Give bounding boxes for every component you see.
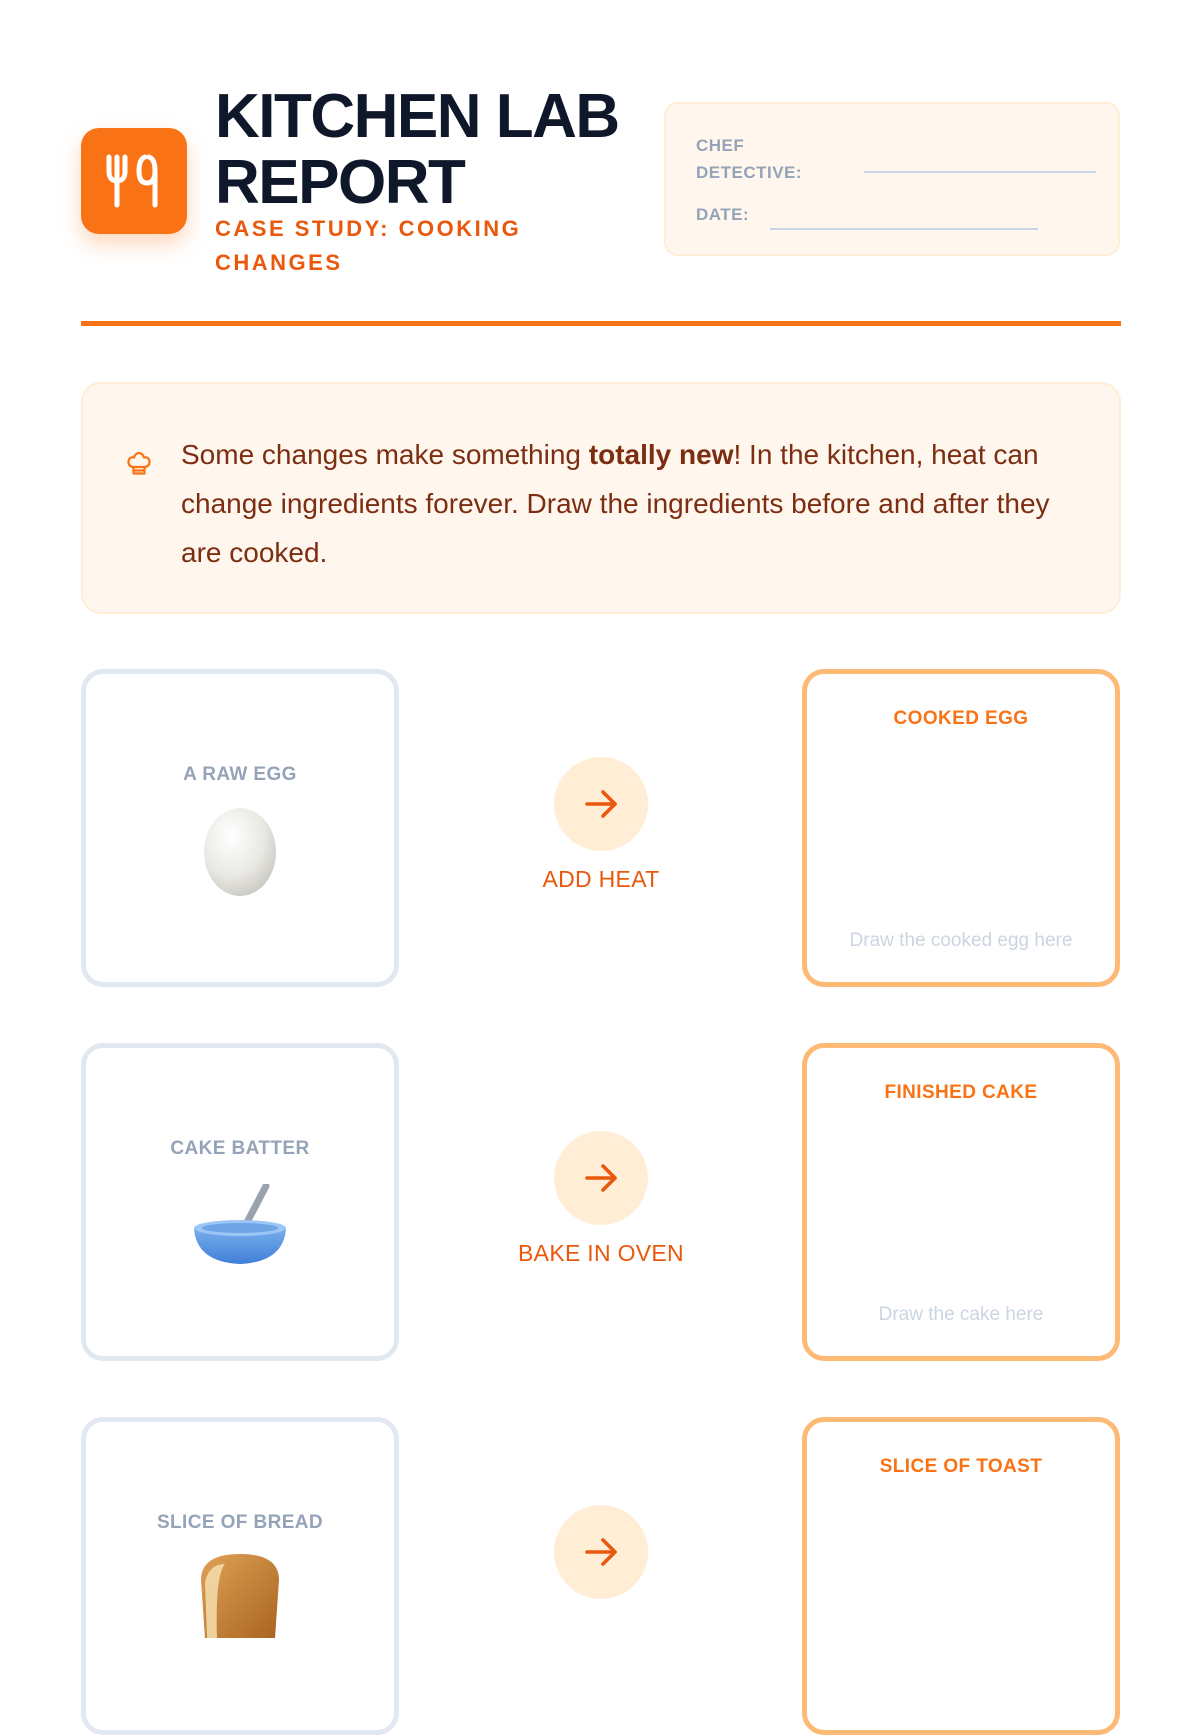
page-title xyxy=(215,84,645,216)
before-label: CAKE BATTER xyxy=(170,1138,310,1159)
after-drawing-box[interactable] xyxy=(802,1043,1120,1361)
after-label: COOKED EGG xyxy=(893,708,1029,729)
bread-icon xyxy=(86,1550,394,1640)
meta-card xyxy=(664,102,1120,256)
intro-callout xyxy=(81,382,1121,614)
before-box xyxy=(81,1417,399,1735)
arrow-right-icon xyxy=(554,1505,648,1599)
after-drawing-box[interactable] xyxy=(802,669,1120,987)
after-label: SLICE OF TOAST xyxy=(879,1456,1043,1477)
title-line-2: REPORT xyxy=(215,148,465,217)
chef-detective-label xyxy=(696,132,802,186)
intro-text-part: ! In the kitchen, heat can change ingredients forever. Draw the ingredients before and after they are cooked. xyxy=(181,439,1050,568)
mixing-bowl-icon xyxy=(86,1184,394,1268)
app-logo xyxy=(81,128,187,234)
header-divider xyxy=(81,321,1121,326)
chef-detective-field[interactable] xyxy=(864,171,1096,173)
egg-icon xyxy=(86,802,394,898)
before-box xyxy=(81,669,399,987)
arrow-right-icon xyxy=(554,757,648,851)
intro-text-part: Some changes make something xyxy=(181,439,589,470)
drawing-hint: Draw the cake here xyxy=(878,1304,1044,1325)
date-label: DATE: xyxy=(696,205,750,224)
intro-text-emphasis: totally new xyxy=(588,439,734,470)
date-field[interactable] xyxy=(770,228,1038,230)
action-label: ADD HEAT xyxy=(542,866,660,892)
fork-knife-icon xyxy=(101,151,167,211)
before-label: SLICE OF BREAD xyxy=(156,1512,324,1533)
page-subtitle: CASE STUDY: COOKING CHANGES xyxy=(215,216,522,275)
chef-label-line-2: DETECTIVE: xyxy=(696,163,803,182)
intro-text xyxy=(181,430,1081,577)
before-box xyxy=(81,1043,399,1361)
after-drawing-box[interactable] xyxy=(802,1417,1120,1735)
action-label: BAKE IN OVEN xyxy=(518,1240,684,1266)
after-label: FINISHED CAKE xyxy=(884,1082,1038,1103)
chef-hat-icon xyxy=(125,450,153,478)
drawing-hint: Draw the cooked egg here xyxy=(849,930,1073,951)
title-line-1: KITCHEN LAB xyxy=(215,82,619,151)
before-label: A RAW EGG xyxy=(183,764,297,785)
chef-label-line-1: CHEF xyxy=(696,136,745,155)
arrow-right-icon xyxy=(554,1131,648,1225)
